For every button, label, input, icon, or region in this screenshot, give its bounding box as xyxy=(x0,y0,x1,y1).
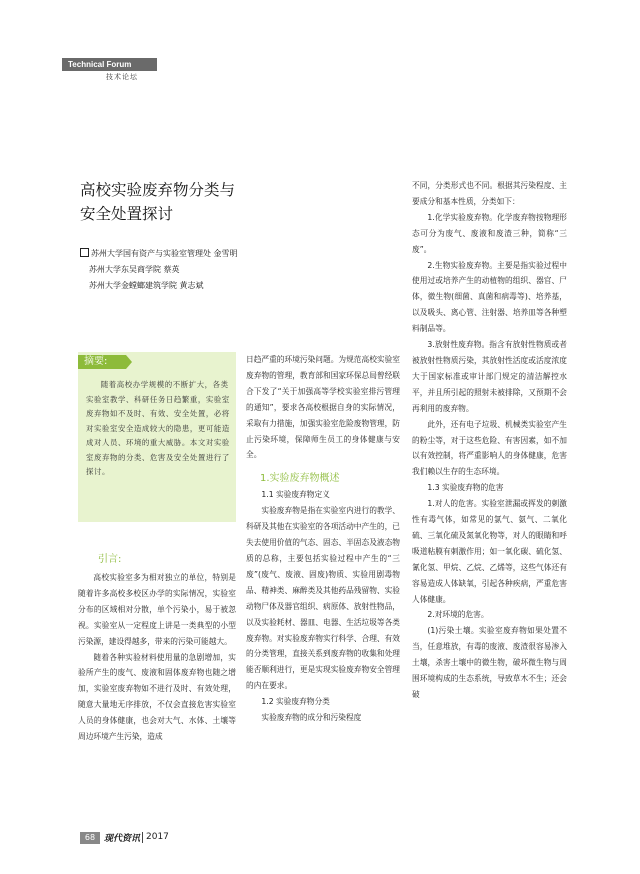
abstract-label: 摘要: xyxy=(78,355,126,369)
section-heading: 1.实验废弃物概述 xyxy=(260,473,340,485)
column-1 xyxy=(78,552,236,745)
title-line-2: 安全处置探讨 xyxy=(80,205,174,223)
column-2 xyxy=(246,352,400,726)
article-title xyxy=(80,178,235,226)
paragraph: 1.化学实验废弃物。化学废弃物按物理形态可分为废气、废液和废渣三种，简称“三废”。 xyxy=(412,212,567,254)
header-section: 技术论坛 xyxy=(106,73,138,81)
header-brand: Technical Forum xyxy=(62,58,157,71)
author-line: 苏州大学东吴商学院 蔡英 xyxy=(89,265,180,274)
paragraph: 2.对环境的危害。 xyxy=(427,610,489,620)
paragraph: (1)污染土壤。实验室废弃物如果处置不当，任意堆放，有毒的废液、废渣很容易渗入土壤，杀害土壤中的微生物，破坏微生物与周围环境构成的生态系统，导致草木不生；还会破 xyxy=(412,626,567,699)
paragraph: 实验废弃物是指在实验室内进行的教学、科研及其他在实验室的各项活动中产生的，已失去使用价值的气态、固态、半固态及液态物质的总称，主要包括实验过程中产生的“三废”(废气、废液、固废)物质、实验用剧毒物品、精神类、麻醉类及其他药品残留物、实验动物尸体及器官组织、病原体、放射性物品，以及实验耗材、器皿、电器、生活垃圾等各类废弃物。对实验废弃物实行科学、合理、有效的分类管理，直接关系到废弃物的收集和处理能否顺利进行，更是实现实验废弃物安全管理的内在要求。 xyxy=(246,506,400,691)
paragraph: 1.对人的危害。实验室泄漏或挥发的刺激性有毒气体，如常见的氯气、氨气、二氧化硫、三氧化硫及氮氧化物等，对人的眼睛和呼吸道粘膜有刺激作用；如一氧化碳、硫化氢、氰化氢、甲烷、乙烷、乙烯等，这些气体还有容易造成人体缺氧，引起各种疾病，严重危害人体健康。 xyxy=(412,499,567,604)
paragraph: 高校实验室多为相对独立的单位，特别是随着许多高校多校区办学的实际情况，实验室分布的区域相对分散，单个污染小，易于被忽视。实验室从一定程度上讲是一类典型的小型污染源，建设得越多，带来的污染可能越大。 xyxy=(78,573,236,646)
paragraph: 随着各种实验材料使用量的急剧增加，实验所产生的废气、废液和固体废弃物也随之增加，实验室废弃物如不进行及时、有效处理，随意大量地无序排放，不仅会直接危害实验室人员的身体健康，也会对大气、水体、土壤等周边环境产生污染，造成 xyxy=(78,652,236,742)
author-line: 苏州大学金螳螂建筑学院 黄志斌 xyxy=(89,281,204,290)
square-bullet-icon xyxy=(80,248,89,257)
paragraph: 不同，分类形式也不同。根据其污染程度、主要成分和基本性质，分类如下： xyxy=(412,181,567,206)
footer-divider xyxy=(142,832,143,843)
issue-year: 2017 xyxy=(146,832,169,842)
subsection-heading: 1.1 实验废弃物定义 xyxy=(261,490,330,500)
magazine-name: 现代资讯 xyxy=(104,834,141,844)
subsection-heading: 1.3 实验废弃物的危害 xyxy=(427,483,504,493)
author-list xyxy=(80,246,238,294)
paragraph: 3.放射性废弃物。指含有放射性物质或者被放射性物质污染，其放射性活度或活度浓度大于国家标准或审计部门规定的清洁解控水平，并且所引起的照射未被排除，又预期不会再利用的废弃物。 xyxy=(412,340,567,413)
paragraph: 日趋严重的环境污染问题。为规范高校实验室废弃物的管理，教育部和国家环保总局曾经联合下发了“关于加强高等学校实验室排污管理的通知”，要求各高校根据自身的实际情况，采取有力措施，加强实验室危险废物管理，防止污染环境，保障师生员工的身体健康与安全。 xyxy=(246,355,400,460)
intro-heading: 引言: xyxy=(98,554,122,565)
paragraph: 2.生物实验废弃物。主要是指实验过程中使用过或培养产生的动植物的组织、器官、尸体，微生物(细菌、真菌和病毒等)、培养基，以及吸头、离心管、注射器、培养皿等各种塑料制品等。 xyxy=(412,260,567,334)
paragraph: 此外，还有电子垃圾、机械类实验室产生的粉尘等，对于这些危险、有害因素，如不加以有效控制，将严重影响人的身体健康，危害我们赖以生存的生态环境。 xyxy=(412,419,567,477)
paragraph: 实验废弃物的成分和污染程度 xyxy=(261,713,362,723)
abstract-text: 随着高校办学规模的不断扩大，各类实验室教学、科研任务日趋繁重，实验室废弃物如不及时、有效、安全处置，必将对实验室安全造成较大的隐患，更可能造成对人员、环境的重大威胁。本文对实验室废弃物的分类、危害及安全处置进行了探讨。 xyxy=(86,380,230,476)
column-3 xyxy=(412,178,567,703)
subsection-heading: 1.2 实验废弃物分类 xyxy=(261,697,330,707)
page-number: 68 xyxy=(80,832,100,844)
title-line-1: 高校实验废弃物分类与 xyxy=(80,181,236,199)
author-line: 苏州大学国有资产与实验室管理处 金雪明 xyxy=(80,246,238,262)
